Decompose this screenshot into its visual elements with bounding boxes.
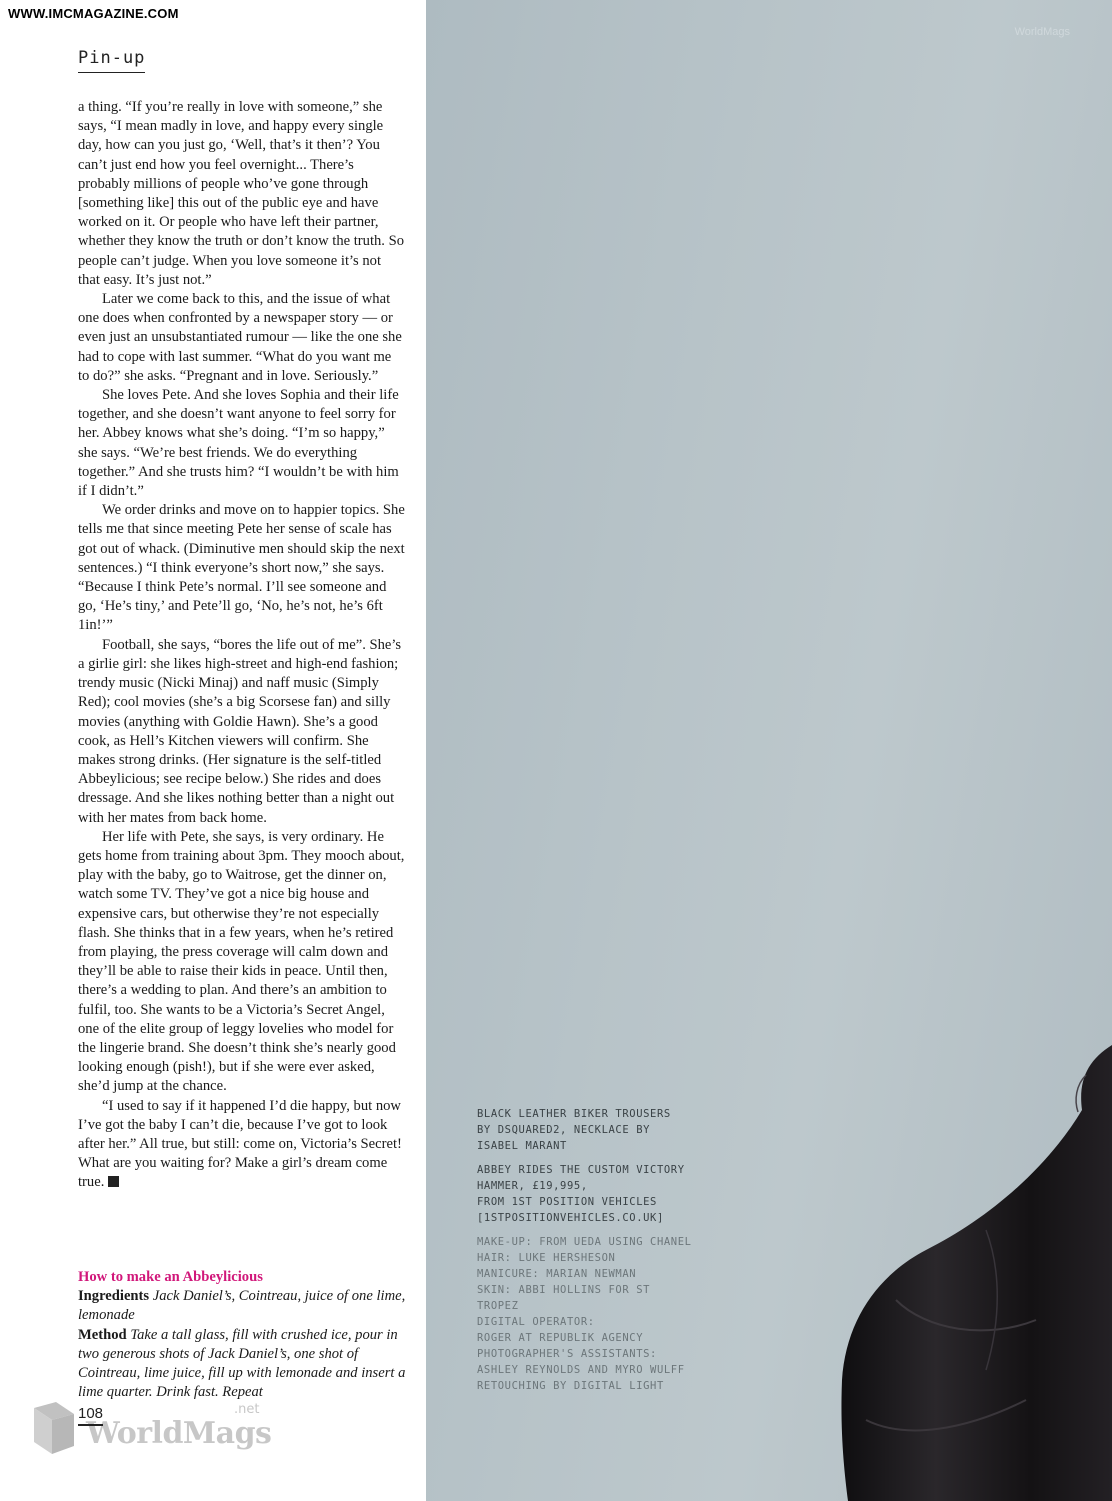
credit-line: BY DSQUARED2, NECKLACE BY xyxy=(477,1124,651,1136)
credit-line: DIGITAL OPERATOR: xyxy=(477,1316,595,1328)
ingredients-text: Jack Daniel’s, Cointreau, juice of one lime, lemonade xyxy=(78,1288,406,1324)
worldmags-logo-icon xyxy=(22,1398,82,1458)
credit-line: [1STPOSITIONVEHICLES.CO.UK] xyxy=(477,1212,664,1224)
credit-line: HAIR: LUKE HERSHESON xyxy=(477,1252,616,1264)
article-paragraph-text: “I used to say if it happened I’d die happy, but now I’ve got the baby I can’t die, because I’ve got to look after her.” All true, but still: come on, Victoria’s Secret! What are you waiting for? Make a girl’s dream come true. xyxy=(78,1097,402,1191)
credits-team xyxy=(477,1234,697,1394)
article-paragraph: a thing. “If you’re really in love with someone,” she says, “I mean madly in love, and happy every single day, how can you just go, ‘Well, that’s it then’? You can’t just end how you feel overnight... There’s probably millions of people who’ve gone through [something like] this out of the public eye and have worked on it. Or people who have left their partner, whether they know the truth or don’t know the truth. So people can’t judge. When you love someone it’s not that easy. It’s just not.” xyxy=(78,99,405,288)
method-label: Method xyxy=(78,1326,127,1343)
credit-line: ISABEL MARANT xyxy=(477,1140,567,1152)
article-paragraph: Her life with Pete, she says, is very ordinary. He gets home from training about 3pm. They mooch about, play with the baby, go to Waitrose, get the dinner on, watch some TV. They’ve got a nice big house and expensive cars, but otherwise they’re not especially flash. She thinks that in a few years, when he’s retired from playing, the press coverage will calm down and they’ll be able to raise their kids in peace. Until then, there’s a wedding to plan. And there’s an ambition to fulfil, too. She wants to be a Victoria’s Secret Angel, one of the elite group of leggy lovelies who model for the lingerie brand. She doesn’t think she’s nearly good looking enough (pish!), but if she were ever asked, she’d jump at the chance. xyxy=(78,828,405,1095)
worldmags-watermark xyxy=(22,1398,282,1458)
page-number: 108 xyxy=(78,1405,103,1426)
recipe-ingredients xyxy=(78,1287,408,1325)
end-mark-icon xyxy=(108,1176,119,1187)
article-paragraph: We order drinks and move on to happier topics. She tells me that since meeting Pete her sense of scale has got out of whack. (Diminutive men should skip the next sentences.) “I think everyone’s short now,” she says. “Because I think Pete’s normal. I’ll see someone and go, ‘He’s tiny,’ and Pete’ll go, ‘No, he’s not, he’s 6ft 1in!’” xyxy=(78,502,405,634)
article-body xyxy=(78,98,406,1193)
credit-line: SKIN: ABBI HOLLINS FOR ST TROPEZ xyxy=(477,1284,651,1312)
photo-watermark: WorldMags xyxy=(1014,26,1070,38)
credit-line: HAMMER, £19,995, xyxy=(477,1180,588,1192)
credit-line: MANICURE: MARIAN NEWMAN xyxy=(477,1268,637,1280)
photo-credits xyxy=(477,1106,697,1402)
credit-line: RETOUCHING BY DIGITAL LIGHT xyxy=(477,1380,664,1392)
credit-line: BLACK LEATHER BIKER TROUSERS xyxy=(477,1108,671,1120)
watermark-text: WorldMags xyxy=(86,1416,272,1451)
article-paragraph: Football, she says, “bores the life out of me”. She’s a girlie girl: she likes high-street and high-end fashion; trendy music (Nicki Minaj) and naff music (Simply Red); cool movies (she’s a big Scorsese fan) and silly movies (anything with Goldie Hawn). She’s a good cook, as Hell’s Kitchen viewers will confirm. She makes strong drinks. (Her signature is the self-titled Abbeylicious; see recipe below.) She rides and does dressage. And she likes nothing better than a night out with her mates from back home. xyxy=(78,636,402,826)
credit-line: ASHLEY REYNOLDS AND MYRO WULFF xyxy=(477,1364,685,1376)
credits-outfit xyxy=(477,1106,697,1154)
recipe-title: How to make an Abbeylicious xyxy=(78,1269,263,1285)
ingredients-label: Ingredients xyxy=(78,1288,150,1305)
credit-line: MAKE-UP: FROM UEDA USING CHANEL xyxy=(477,1236,692,1248)
credits-vehicle xyxy=(477,1162,697,1226)
section-label: Pin-up xyxy=(78,48,145,73)
method-text: Take a tall glass, fill with crushed ice, pour in two generous shots of Jack Daniel’s, one shot of Cointreau, lime juice, fill up with lemonade and insert a lime quarter. Drink fast. Repeat xyxy=(78,1326,406,1401)
recipe-method xyxy=(78,1326,408,1403)
site-url[interactable]: WWW.IMCMAGAZINE.COM xyxy=(8,6,179,21)
article-paragraph-last xyxy=(78,1097,406,1193)
article-paragraph: She loves Pete. And she loves Sophia and their life together, and she doesn’t want anyone to feel sorry for her. Abbey knows what she’s doing. “I’m so happy,” she says. “We’re best friends. We do everything together.” And she trusts him? “I wouldn’t be with him if I didn’t.” xyxy=(78,387,399,500)
credit-line: FROM 1ST POSITION VEHICLES xyxy=(477,1196,657,1208)
credit-line: ROGER AT REPUBLIK AGENCY xyxy=(477,1332,644,1344)
watermark-net: .net xyxy=(234,1402,260,1417)
credit-line: ABBEY RIDES THE CUSTOM VICTORY xyxy=(477,1164,685,1176)
article-paragraph: Later we come back to this, and the issue of what one does when confronted by a newspaper story — or even just an unsubstantiated rumour — like the one she had to cope with last summer. “What do you want me to do?” she asks. “Pregnant and in love. Seriously.” xyxy=(78,291,402,384)
recipe-box xyxy=(78,1268,408,1402)
credit-line: PHOTOGRAPHER'S ASSISTANTS: xyxy=(477,1348,657,1360)
text-column xyxy=(0,0,426,1501)
